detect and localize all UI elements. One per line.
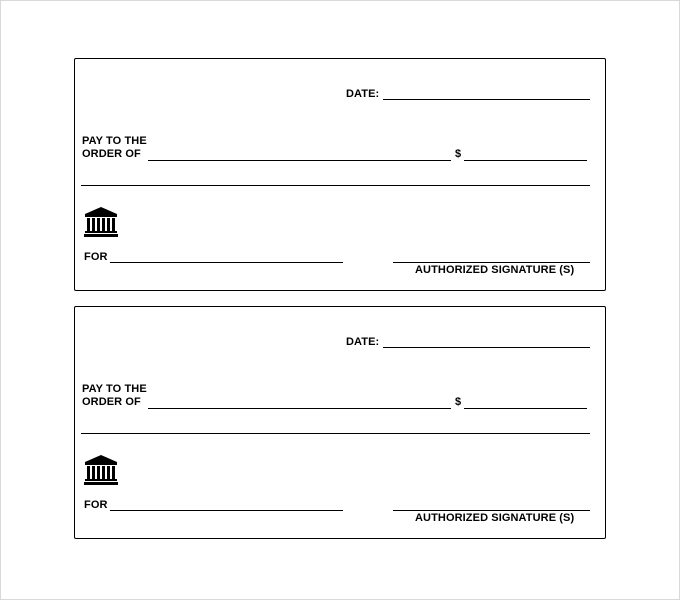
date-label: DATE:	[346, 88, 380, 100]
memo-field[interactable]	[110, 510, 343, 511]
pay-to-label-line2: ORDER OF	[82, 396, 141, 408]
date-field[interactable]	[383, 347, 590, 348]
date-label: DATE:	[346, 336, 380, 348]
payee-field[interactable]	[148, 408, 451, 409]
pay-to-label-line1: PAY TO THE	[82, 383, 147, 395]
signature-field[interactable]	[393, 262, 590, 263]
dollar-sign-label: $	[455, 148, 462, 160]
dollar-sign-label: $	[455, 396, 462, 408]
memo-field[interactable]	[110, 262, 343, 263]
payee-field[interactable]	[148, 160, 451, 161]
pay-to-label	[82, 135, 147, 161]
amount-field[interactable]	[464, 160, 587, 161]
amount-field[interactable]	[464, 408, 587, 409]
for-label: FOR	[84, 251, 108, 263]
check-form-2	[74, 306, 606, 539]
for-label: FOR	[84, 499, 108, 511]
pay-to-label-line2: ORDER OF	[82, 148, 141, 160]
pay-to-label	[82, 383, 147, 409]
bank-building-icon	[84, 206, 118, 237]
signature-field[interactable]	[393, 510, 590, 511]
bank-building-icon	[84, 454, 118, 485]
date-field[interactable]	[383, 99, 590, 100]
pay-to-label-line1: PAY TO THE	[82, 135, 147, 147]
amount-in-words-field[interactable]	[81, 433, 590, 434]
signature-label: AUTHORIZED SIGNATURE (S)	[415, 264, 575, 276]
amount-in-words-field[interactable]	[81, 185, 590, 186]
check-form-1	[74, 58, 606, 291]
signature-label: AUTHORIZED SIGNATURE (S)	[415, 512, 575, 524]
